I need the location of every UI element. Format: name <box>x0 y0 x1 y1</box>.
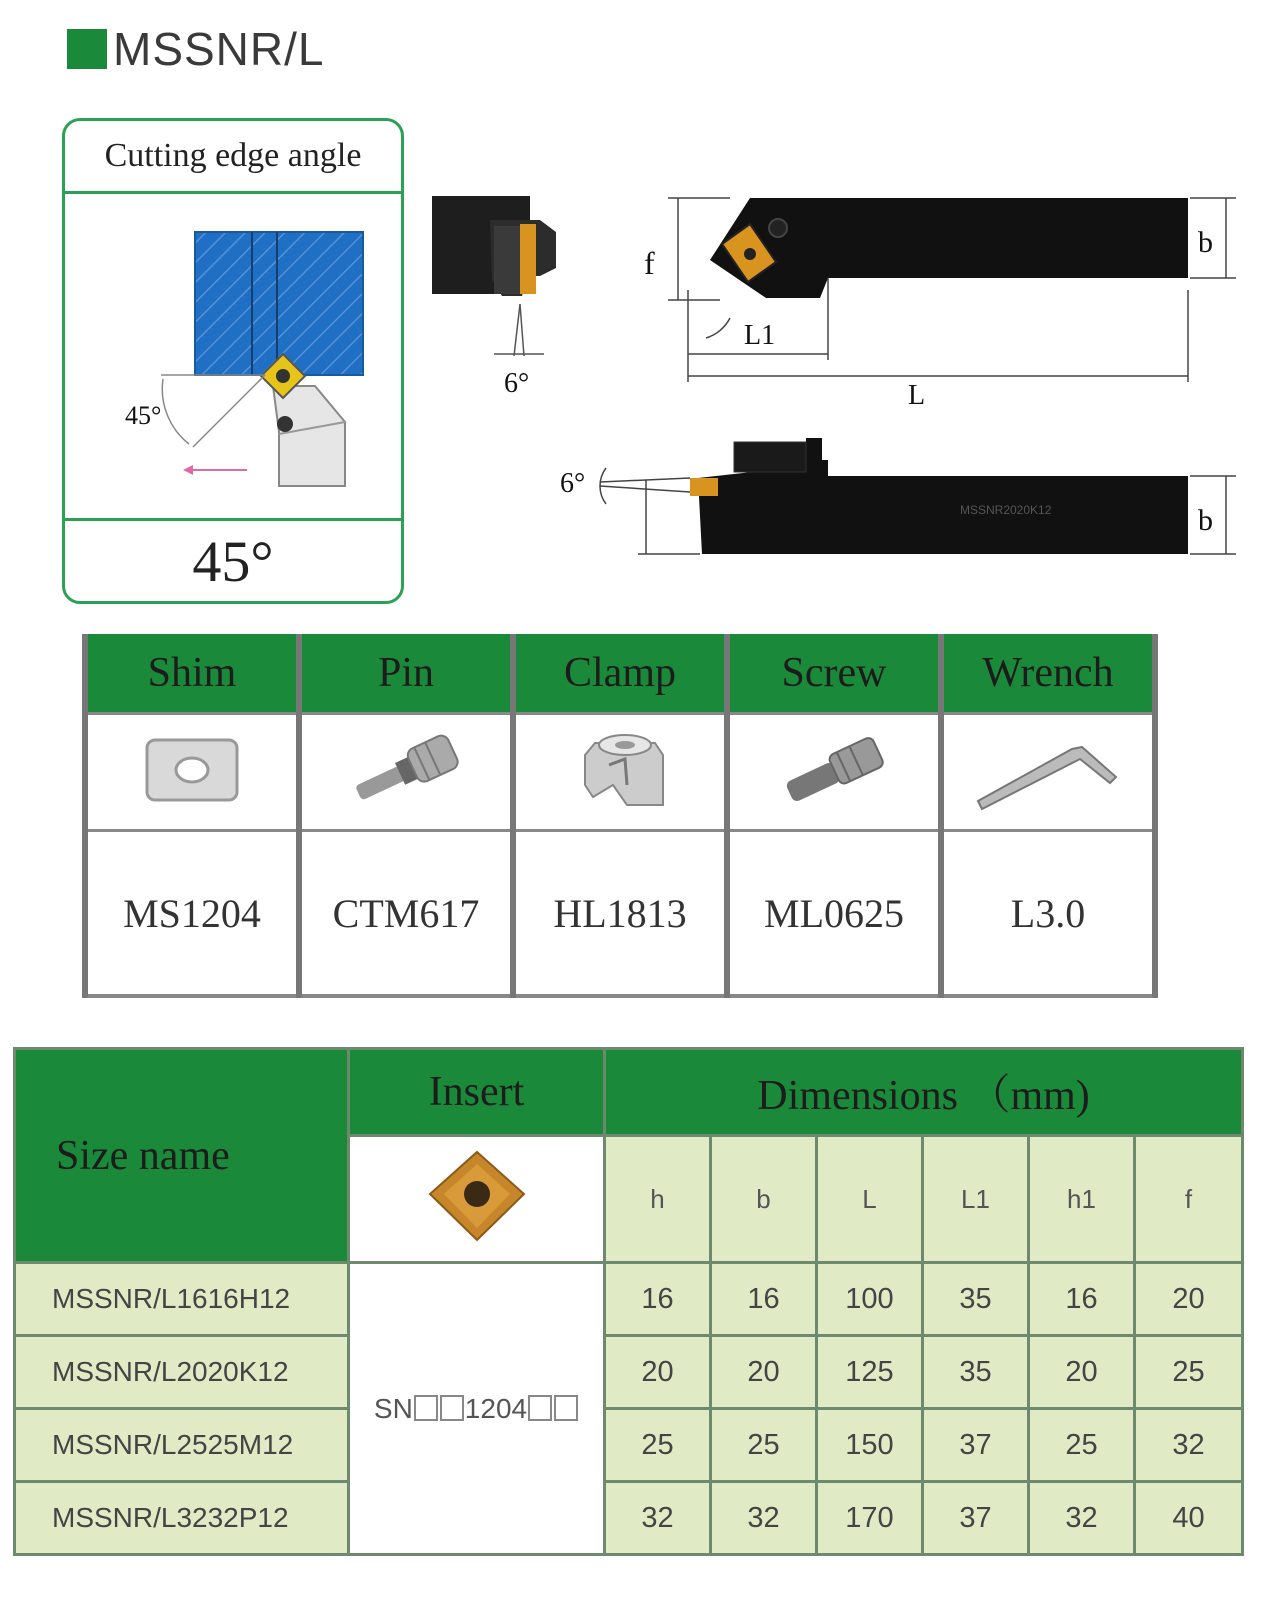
value-h1: 20 <box>1029 1336 1135 1409</box>
value-f: 20 <box>1135 1263 1243 1336</box>
dim-col-h: h <box>605 1136 711 1263</box>
dim-L1-label: L1 <box>744 320 776 351</box>
value-L: 125 <box>817 1336 923 1409</box>
cutting-edge-angle-value: 45° <box>65 518 401 601</box>
tool-engraving: MSSNR2020K12 <box>960 503 1052 517</box>
shim-icon <box>137 730 247 810</box>
value-f: 32 <box>1135 1409 1243 1482</box>
dim-f-label: f <box>644 245 655 281</box>
tool-side-view <box>560 438 1236 554</box>
dim-b-bottom-label: b <box>1198 504 1213 537</box>
diagram-angle-label: 45° <box>125 401 162 430</box>
value-f: 40 <box>1135 1482 1243 1555</box>
cutting-edge-angle-diagram <box>65 194 401 524</box>
tool-end-view <box>432 196 556 399</box>
value-L1: 37 <box>923 1409 1029 1482</box>
tool-drawings <box>420 180 1260 580</box>
size-name-header: Size name <box>15 1049 349 1263</box>
value-b: 32 <box>711 1482 817 1555</box>
tool-shank <box>273 386 345 486</box>
table-row <box>15 1263 1243 1336</box>
value-h1: 25 <box>1029 1409 1135 1482</box>
part-code-shim: MS1204 <box>85 831 299 997</box>
value-h: 32 <box>605 1482 711 1555</box>
part-code-wrench: L3.0 <box>941 831 1155 997</box>
size-name: MSSNR/L2525M12 <box>15 1409 349 1482</box>
part-code-clamp: HL1813 <box>513 831 727 997</box>
parts-image-row <box>85 714 1155 831</box>
part-code-screw: ML0625 <box>727 831 941 997</box>
table-row <box>15 1482 1243 1555</box>
page-title <box>67 24 324 74</box>
cutting-edge-angle-card <box>62 118 404 604</box>
dim-col-f: f <box>1135 1136 1243 1263</box>
parts-header-clamp: Clamp <box>513 634 727 714</box>
size-table <box>13 1047 1241 1537</box>
wrench-icon <box>968 725 1128 815</box>
value-L: 150 <box>817 1409 923 1482</box>
insert-image-cell <box>349 1136 605 1263</box>
dim-col-h1: h1 <box>1029 1136 1135 1263</box>
value-h1: 32 <box>1029 1482 1135 1555</box>
dimensions-header: Dimensions （mm) <box>605 1049 1243 1136</box>
title-green-square <box>67 29 107 69</box>
dim-col-L: L <box>817 1136 923 1263</box>
cutting-edge-angle-header: Cutting edge angle <box>65 121 401 194</box>
value-h: 20 <box>605 1336 711 1409</box>
value-h: 16 <box>605 1263 711 1336</box>
table-row <box>15 1409 1243 1482</box>
pin-icon <box>341 725 471 815</box>
value-b: 20 <box>711 1336 817 1409</box>
value-b: 16 <box>711 1263 817 1336</box>
dim-L-label: L <box>908 380 926 411</box>
parts-header-shim: Shim <box>85 634 299 714</box>
value-L1: 37 <box>923 1482 1029 1555</box>
value-h: 25 <box>605 1409 711 1482</box>
insert-header: Insert <box>349 1049 605 1136</box>
value-L: 170 <box>817 1482 923 1555</box>
value-L: 100 <box>817 1263 923 1336</box>
dim-b-top-label: b <box>1198 226 1213 259</box>
clamp-icon <box>565 725 675 815</box>
insert-code: SN 1204 <box>349 1263 605 1555</box>
parts-header-row <box>85 634 1155 714</box>
value-f: 25 <box>1135 1336 1243 1409</box>
value-L1: 35 <box>923 1263 1029 1336</box>
title-text: MSSNR/L <box>113 23 325 75</box>
screw-icon <box>774 725 894 815</box>
parts-header-wrench: Wrench <box>941 634 1155 714</box>
dim-col-L1: L1 <box>923 1136 1029 1263</box>
parts-table <box>82 634 1158 996</box>
workpiece-block <box>195 232 363 375</box>
table-row <box>15 1336 1243 1409</box>
size-name: MSSNR/L2020K12 <box>15 1336 349 1409</box>
parts-code-row <box>85 831 1155 997</box>
value-L1: 35 <box>923 1336 1029 1409</box>
dim-col-b: b <box>711 1136 817 1263</box>
side-angle-label: 6° <box>504 368 530 399</box>
parts-header-screw: Screw <box>727 634 941 714</box>
size-name: MSSNR/L3232P12 <box>15 1482 349 1555</box>
value-h1: 16 <box>1029 1263 1135 1336</box>
tool-top-view <box>644 198 1236 411</box>
value-b: 25 <box>711 1409 817 1482</box>
size-name: MSSNR/L1616H12 <box>15 1263 349 1336</box>
insert-icon <box>422 1146 532 1246</box>
part-code-pin: CTM617 <box>299 831 513 997</box>
front-angle-label: 6° <box>560 468 586 499</box>
parts-header-pin: Pin <box>299 634 513 714</box>
